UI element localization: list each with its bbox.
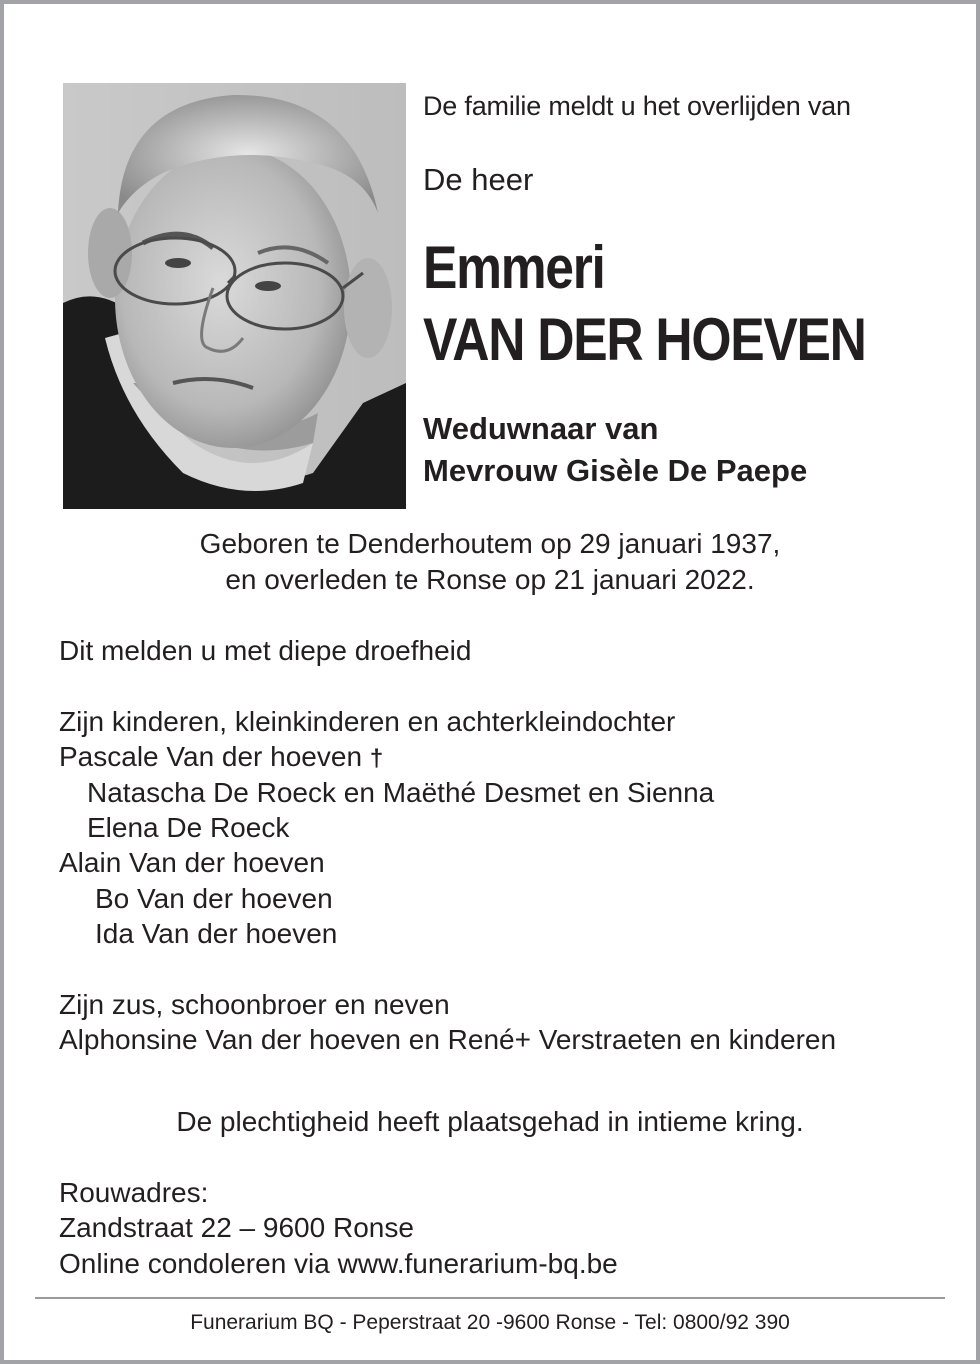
- children-heading: Zijn kinderen, kleinkinderen en achterkleindochter: [59, 705, 676, 737]
- first-name: Emmeri: [423, 234, 605, 301]
- siblings-line: Alphonsine Van der hoeven en René+ Verstraeten en kinderen: [59, 1024, 837, 1056]
- spouse-name: Mevrouw Gisèle De Paepe: [423, 453, 808, 488]
- grandchild-line: Elena De Roeck: [87, 811, 290, 843]
- child-name: Alain Van der hoeven: [59, 847, 325, 879]
- family-member: [59, 739, 836, 774]
- portrait-photo: [63, 83, 406, 509]
- portrait-image: [63, 83, 406, 509]
- grandchild-line: Bo Van der hoeven: [95, 882, 333, 914]
- widower-of: [423, 408, 807, 492]
- address-street: Zandstraat 22 – 9600 Ronse: [59, 1212, 414, 1244]
- widower-line-1: Weduwnaar van: [423, 411, 659, 446]
- grandchild-line: Ida Van der hoeven: [95, 918, 338, 950]
- grandchild-line: Natascha De Roeck en Maëthé Desmet en Sienna: [87, 776, 715, 808]
- family-section: [59, 633, 836, 1058]
- online-condolence-link[interactable]: Online condoleren via www.funerarium-bq.be: [59, 1247, 618, 1279]
- deceased-name: [423, 232, 866, 376]
- ceremony-note: De plechtigheid heeft plaatsgehad in intieme kring.: [176, 1106, 804, 1137]
- mourning-address: [59, 1175, 618, 1281]
- born-line: Geboren te Denderhoutem op 29 januari 1937,: [199, 528, 781, 559]
- announce-line: Dit melden u met diepe droefheid: [59, 635, 472, 666]
- footer-divider: [35, 1297, 945, 1299]
- last-name: VAN DER HOEVEN: [423, 306, 866, 373]
- intro-text: De familie meldt u het overlijden van: [423, 91, 851, 121]
- cross-icon: †: [369, 745, 384, 773]
- funeral-home-footer: Funerarium BQ - Peperstraat 20 -9600 Ronse - Tel: 0800/92 390: [190, 1311, 790, 1334]
- address-label: Rouwadres:: [59, 1177, 209, 1208]
- child-name: Pascale Van der hoeven: [59, 741, 363, 773]
- obituary-sheet: [4, 4, 976, 1360]
- died-line: en overleden te Ronse op 21 januari 2022.: [225, 564, 755, 595]
- birth-death-dates: [0, 526, 980, 598]
- salutation: De heer: [423, 162, 534, 197]
- siblings-heading: Zijn zus, schoonbroer en neven: [59, 988, 450, 1020]
